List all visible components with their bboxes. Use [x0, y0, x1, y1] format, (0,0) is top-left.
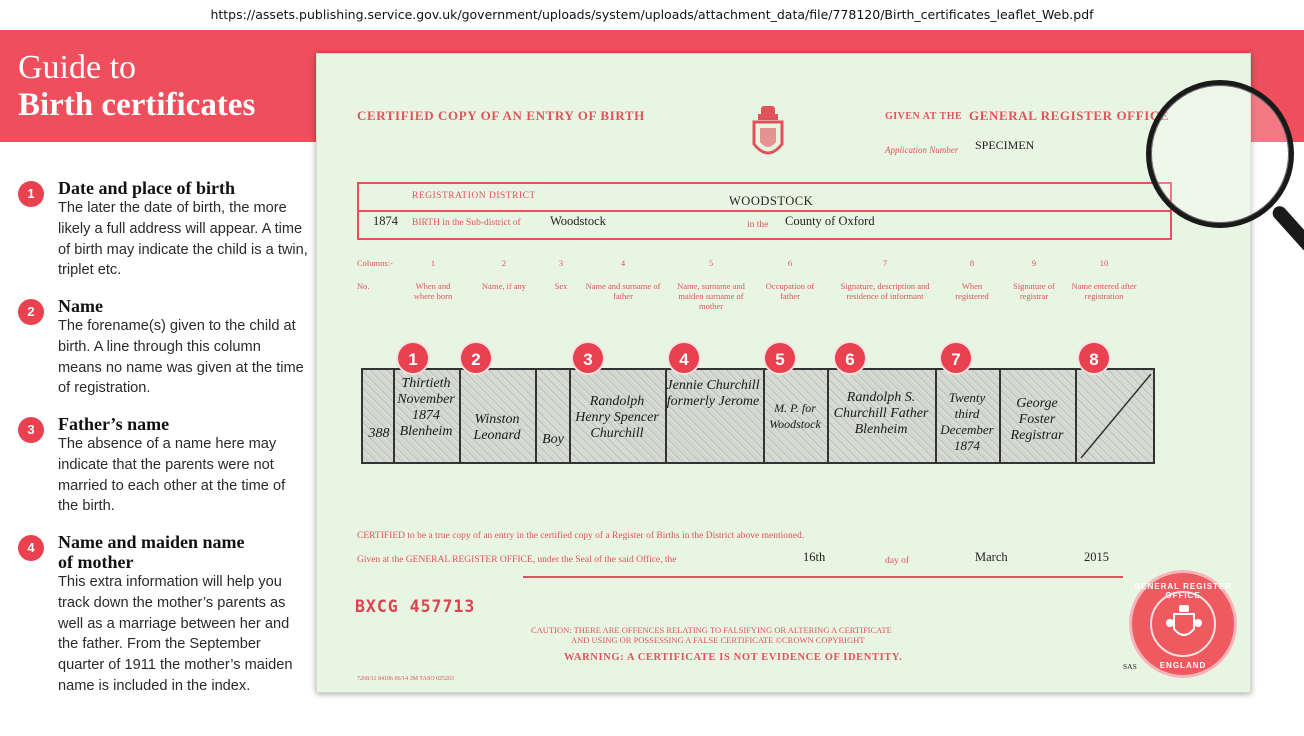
guide-list [18, 178, 308, 732]
day-value: 16th [803, 550, 826, 564]
marker-badge: 5 [763, 341, 797, 375]
signature-rule [523, 576, 1123, 578]
form-code: 7268/11 84106 06/14 3M TASO 025203 [357, 676, 455, 682]
marker-badge: 2 [459, 341, 493, 375]
guide-number-badge: 4 [18, 535, 44, 561]
general-register-office-seal-icon [1129, 570, 1237, 678]
entry-name: Winston Leonard [473, 412, 521, 443]
guide-text: The later the date of birth, the more likely a full address will appear. A time of birth may indicate the child is a twin, triplet etc. [58, 200, 308, 279]
guide-text: The forename(s) given to the child at birth. A line through this column means no name was given at the time of registration. [58, 318, 304, 397]
column-heading [667, 258, 755, 311]
guide-item [18, 296, 308, 414]
columns-label: Columns:- [357, 258, 393, 268]
column-number: 6 [787, 258, 793, 268]
column-number: 10 [1099, 258, 1109, 268]
sub-district-label: BIRTH in the Sub-district of [412, 218, 521, 228]
caution-line-1: CAUTION: THERE ARE OFFENCES RELATING TO FALSIFYING OR ALTERING A CERTIFICATE [531, 625, 892, 635]
guide-text: This extra information will help you track down the mother’s parents as well as a marriage between her and the father. From the September quarter of 1911 the mother’s maiden name is included in the index. [58, 574, 293, 694]
title-line-2: Birth certificates [18, 87, 256, 123]
guide-heading: Name [58, 296, 103, 316]
guide-text: The absence of a name here may indicate that the parents were not married to each other at the time of the birth. [58, 436, 286, 515]
entry-sex: Boy [542, 432, 564, 447]
column-heading [543, 258, 579, 291]
column-label: When registered [955, 281, 989, 301]
entry-registrar: George Foster Registrar [1010, 396, 1064, 443]
in-the-label: in the [747, 220, 769, 230]
column-number: 3 [558, 258, 564, 268]
sas-mark: SAS [1123, 662, 1137, 671]
guide-item [18, 414, 308, 532]
column-label: Name and surname of father [585, 281, 661, 301]
source-url: https://assets.publishing.service.gov.uk/government/uploads/system/uploads/attachment_data/file/778120/Birth_certificates_leaflet_Web.pdf [0, 0, 1304, 30]
column-label: Name entered after registration [1071, 281, 1137, 301]
year-value: 2015 [1084, 550, 1109, 564]
certificate-serial-number: BXCG 457713 [355, 597, 476, 616]
column-label: Name, surname and maiden surname of mother [677, 281, 745, 311]
column-number: 7 [882, 258, 888, 268]
county-value: County of Oxford [785, 214, 875, 228]
certificate-header-left: CERTIFIED COPY OF AN ENTRY OF BIRTH [357, 108, 645, 123]
column-label: Sex [554, 281, 568, 291]
column-number: 4 [620, 258, 626, 268]
guide-number-badge: 3 [18, 417, 44, 443]
general-register-office-heading: GENERAL REGISTER OFFICE [969, 108, 1170, 123]
seal-coat-of-arms-icon [1166, 605, 1202, 643]
magnifying-glass-handle-icon [1270, 203, 1304, 254]
guide-item [18, 532, 308, 732]
entry-informant: Randolph S. Churchill Father Blenheim [833, 390, 929, 437]
column-heading [579, 258, 667, 301]
marker-badge: 3 [571, 341, 605, 375]
given-at-label: GIVEN AT THE [885, 111, 963, 122]
certified-statement: CERTIFIED to be a true copy of an entry in the certified copy of a Register of Births in the District above mentioned. [357, 531, 805, 541]
guide-number-badge: 1 [18, 181, 44, 207]
column-heading [825, 258, 945, 301]
column-heading [945, 258, 999, 301]
entry-registered: Twenty third December 1874 [940, 390, 994, 453]
month-value: March [975, 550, 1008, 564]
marker-badge: 1 [396, 341, 430, 375]
marker-badge: 7 [939, 341, 973, 375]
marker-badge: 8 [1077, 341, 1111, 375]
seal-bottom-text: ENGLAND [1159, 661, 1207, 670]
application-number-label: Application Number [885, 145, 959, 155]
sub-district-value: Woodstock [550, 214, 606, 228]
birth-certificate-image [316, 53, 1251, 693]
guide-heading: Name and maiden name of mother [58, 532, 245, 572]
guide-heading: Date and place of birth [58, 178, 235, 198]
column-heading [405, 258, 461, 301]
entry-father: Randolph Henry Spencer Churchill [575, 394, 659, 441]
marker-badge: 6 [833, 341, 867, 375]
column-label: Name, if any [481, 281, 527, 291]
day-of-label: day of [885, 556, 910, 566]
column-heading [469, 258, 539, 291]
entry-number: 388 [368, 426, 390, 441]
entry-occupation: M. P. for Woodstock [769, 401, 821, 431]
column-heading [761, 258, 819, 301]
column-heading [1005, 258, 1063, 301]
guide-heading: Father’s name [58, 414, 170, 434]
title-line-1: Guide to [18, 49, 137, 86]
no-label: No. [357, 281, 370, 291]
marker-badge: 4 [667, 341, 701, 375]
magnifying-glass-icon [1146, 80, 1294, 228]
column-number: 8 [969, 258, 975, 268]
strike-through-line [1077, 370, 1155, 462]
register-entry-row [361, 368, 1155, 464]
entry-when-where: Thirtieth November 1874 Blenheim [397, 376, 455, 439]
column-number: 1 [430, 258, 436, 268]
royal-crest-icon [749, 102, 787, 168]
column-number: 2 [501, 258, 507, 268]
page-title [18, 50, 255, 124]
column-label: Occupation of father [765, 281, 815, 301]
caution-line-2: AND USING OR POSSESSING A FALSE CERTIFICATE ©CROWN COPYRIGHT [571, 635, 865, 645]
column-number: 5 [708, 258, 714, 268]
entry-mother: Jennie Churchill formerly Jerome [666, 378, 760, 409]
registration-district-label: REGISTRATION DISTRICT [412, 191, 536, 201]
guide-number-badge: 2 [18, 299, 44, 325]
column-number: 9 [1031, 258, 1037, 268]
column-label: Signature of registrar [1013, 281, 1055, 301]
seal-top-text: GENERAL REGISTER OFFICE [1133, 582, 1233, 600]
identity-warning: WARNING: A CERTIFICATE IS NOT EVIDENCE OF IDENTITY. [564, 652, 903, 663]
column-heading [1069, 258, 1139, 301]
guide-item [18, 178, 308, 296]
registration-year: 1874 [373, 214, 398, 228]
registration-district-value: WOODSTOCK [729, 194, 814, 208]
column-label: Signature, description and residence of informant [840, 281, 930, 301]
application-number-value: SPECIMEN [975, 138, 1035, 152]
given-at-statement: Given at the GENERAL REGISTER OFFICE, under the Seal of the said Office, the [357, 555, 677, 565]
column-label: When and where born [413, 281, 453, 301]
